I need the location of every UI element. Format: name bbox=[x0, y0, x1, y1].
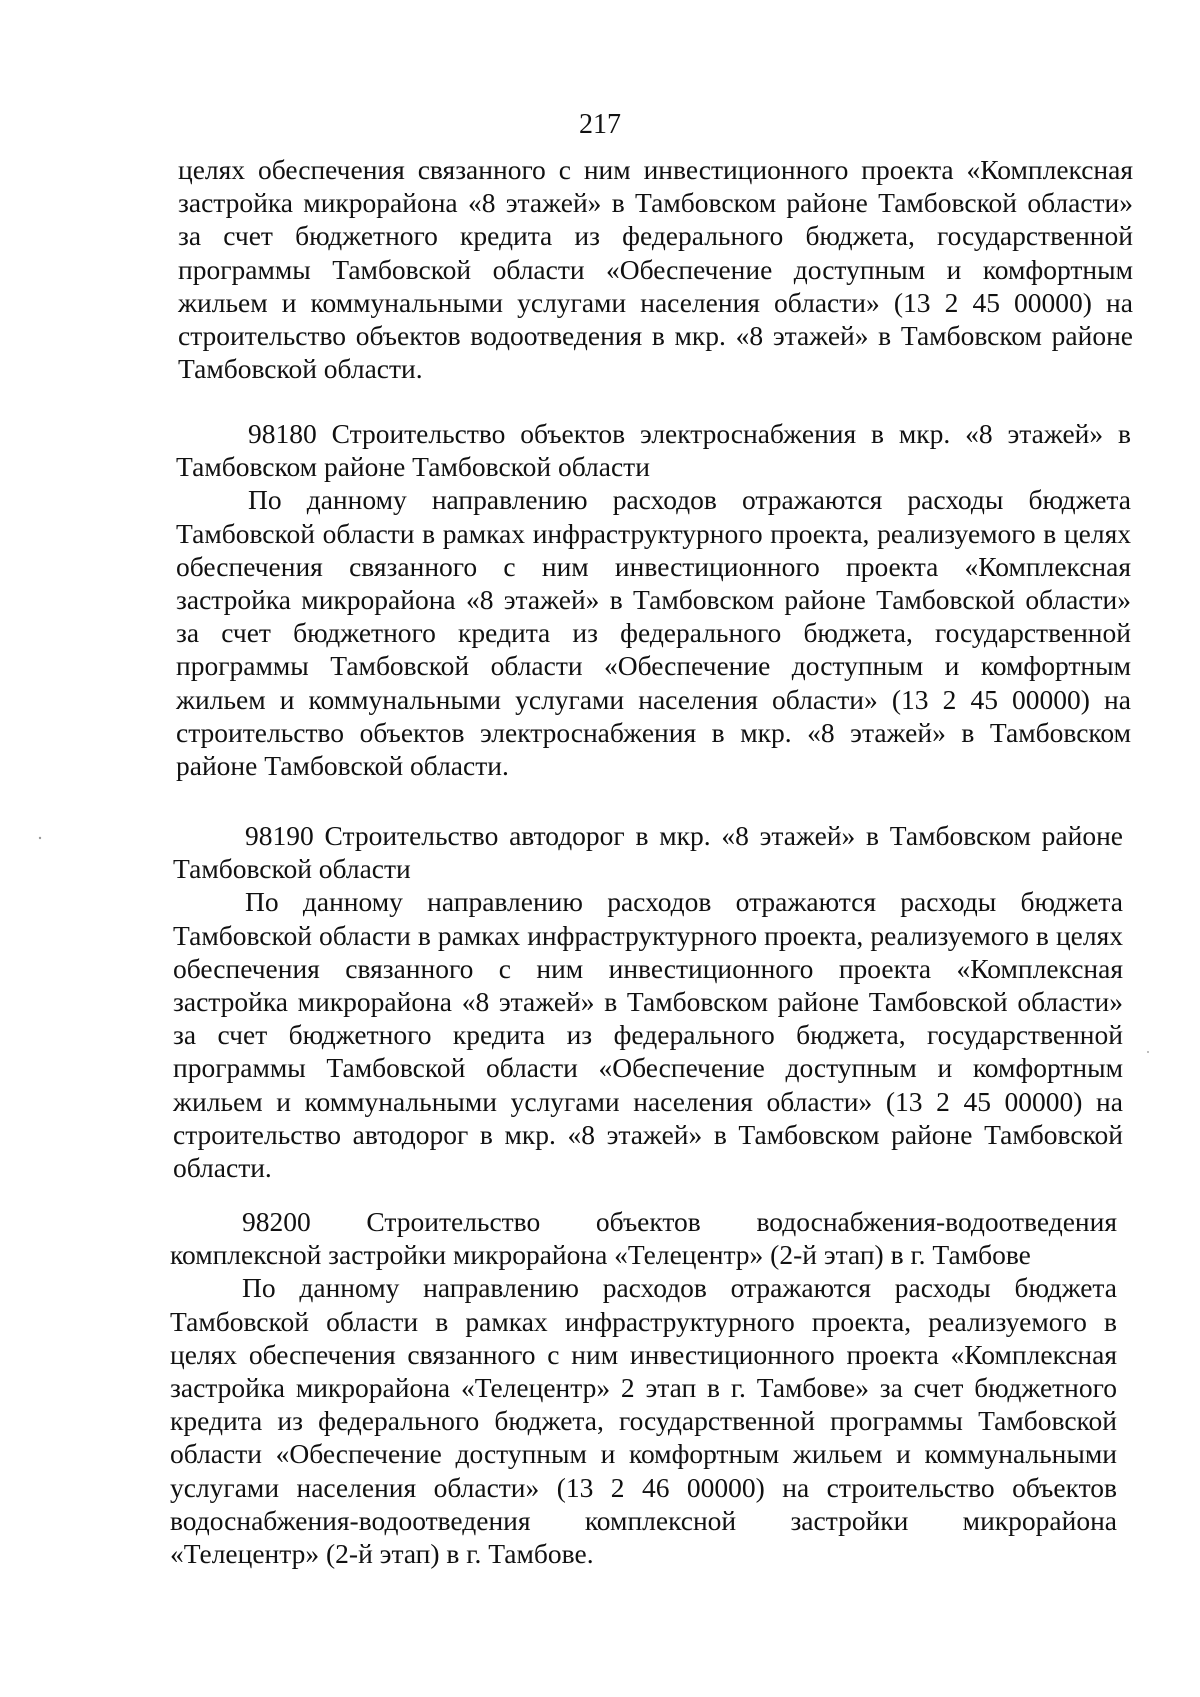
section-continuation bbox=[178, 153, 1133, 385]
section-heading: 98200 Строительство объектов водоснабжения-водоотведения комплексной застройки микрорайона «Телецентр» (2-й этап) в г. Тамбове bbox=[170, 1206, 1117, 1271]
paragraph-text: По данному направлению расходов отражаются расходы бюджета Тамбовской области в рамках инфраструктурного проекта, реализуемого в целях обеспечения связанного с ним инвестиционного проекта «Комплексная застройка микрорайона «8 этажей» в Тамбовском районе Тамбовской области» за счет бюджетного кредита из федерального бюджета, государственной программы Тамбовской области «Обеспечение доступным и комфортным жильем и коммунальными услугами населения области» (13 2 45 00000) на строительство объектов электроснабжения в мкр. «8 этажей» в Тамбовском районе Тамбовской области. bbox=[176, 484, 1131, 782]
paragraph-text: По данному направлению расходов отражаются расходы бюджета Тамбовской области в рамках инфраструктурного проекта, реализуемого в целях обеспечения связанного с ним инвестиционного проекта «Комплексная застройка микрорайона «8 этажей» в Тамбовском районе Тамбовской области» за счет бюджетного кредита из федерального бюджета, государственной программы Тамбовской области «Обеспечение доступным и комфортным жильем и коммунальными услугами населения области» (13 2 45 00000) на строительство автодорог в мкр. «8 этажей» в Тамбовском районе Тамбовской области. bbox=[173, 886, 1123, 1184]
section-heading: 98180 Строительство объектов электроснабжения в мкр. «8 этажей» в Тамбовском районе Тамбовской области bbox=[176, 418, 1131, 483]
section-98200 bbox=[170, 1205, 1117, 1570]
section-98180 bbox=[176, 417, 1131, 782]
section-98190 bbox=[173, 819, 1123, 1184]
page-number: 217 bbox=[579, 109, 621, 140]
paragraph-text: По данному направлению расходов отражаются расходы бюджета Тамбовской области в рамках инфраструктурного проекта, реализуемого в целях обеспечения связанного с ним инвестиционного проекта «Комплексная застройка микрорайона «Телецентр» 2 этап в г. Тамбове» за счет бюджетного кредита из федерального бюджета, государственной программы Тамбовской области «Обеспечение доступным и комфортным жильем и коммунальными услугами населения области» (13 2 46 00000) на строительство объектов водоснабжения-водоотведения комплексной застройки микрорайона «Телецентр» (2-й этап) в г. Тамбове. bbox=[170, 1272, 1117, 1570]
paragraph-text: целях обеспечения связанного с ним инвестиционного проекта «Комплексная застройка микрорайона «8 этажей» в Тамбовском районе Тамбовской области» за счет бюджетного кредита из федерального бюджета, государственной программы Тамбовской области «Обеспечение доступным и комфортным жильем и коммунальными услугами населения области» (13 2 45 00000) на строительство объектов водоотведения в мкр. «8 этажей» в Тамбовском районе Тамбовской области. bbox=[178, 154, 1133, 385]
section-heading: 98190 Строительство автодорог в мкр. «8 этажей» в Тамбовском районе Тамбовской области bbox=[173, 820, 1123, 885]
